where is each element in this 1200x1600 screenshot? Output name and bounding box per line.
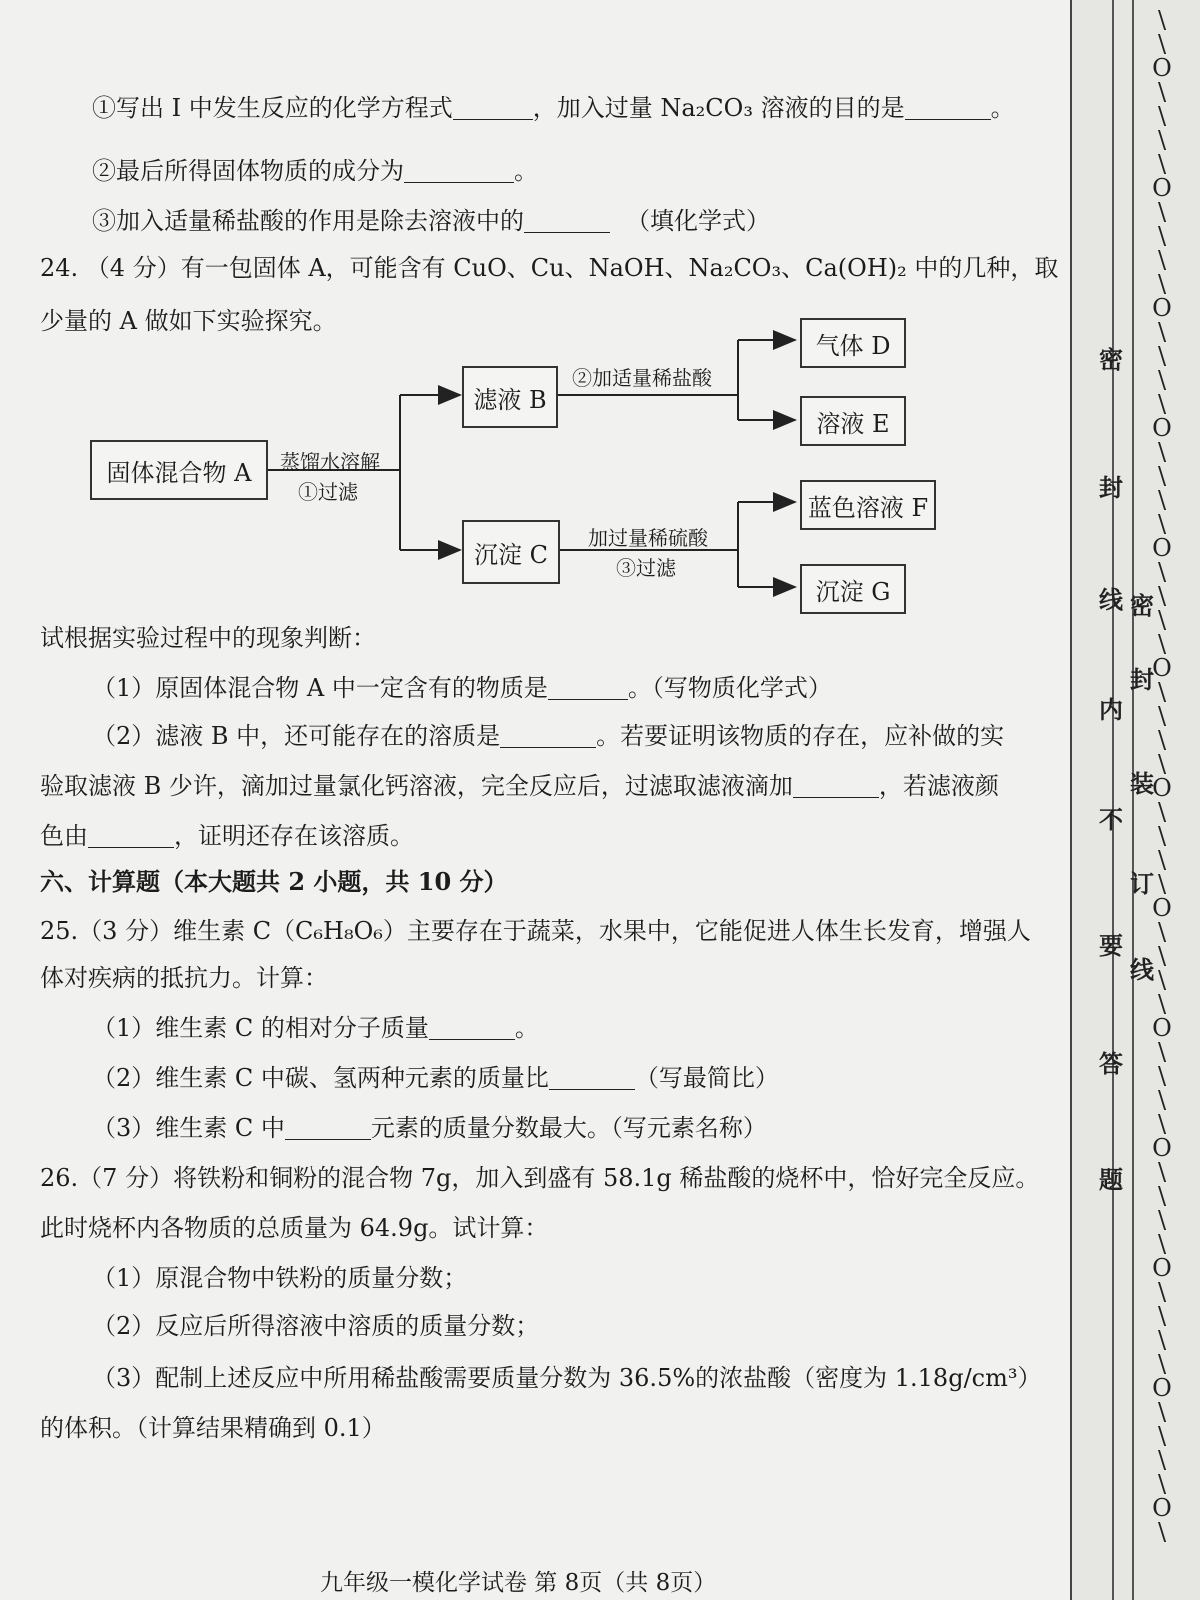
binding-ring-mark: \ [1157,1326,1167,1354]
binding-ring-mark: O [1152,1494,1172,1522]
binding-ring-mark: \ [1157,1302,1167,1330]
box-gas-d: 气体 D [800,318,906,368]
binding-ring-mark: \ [1157,726,1167,754]
binding-ring-mark: \ [1157,630,1167,658]
binding-ring-mark: \ [1157,558,1167,586]
binding-ring-mark: \ [1157,846,1167,874]
q24-part-1: （1）原固体混合物 A 中一定含有的物质是 。（写物质化学式） [92,674,832,702]
binding-ring-mark: \ [1157,486,1167,514]
binding-ring-mark: \ [1157,366,1167,394]
binding-ring-mark: \ [1157,942,1167,970]
binding-ring-mark: \ [1157,1518,1167,1546]
binding-ring-mark: \ [1157,438,1167,466]
section-6-heading: 六、计算题（本大题共 2 小题，共 10 分） [40,867,508,896]
binding-ring-mark: \ [1157,1470,1167,1498]
q23-line-1: ①写出 I 中发生反应的化学方程式 ，加入过量 Na₂CO₃ 溶液的目的是 。 [92,94,1015,122]
binding-ring-mark: O [1152,54,1172,82]
answer-blank[interactable] [548,675,628,700]
q23-line-2: ②最后所得固体物质的成分为 。 [92,157,538,185]
q24-stem-line-1: 24. （4 分）有一包固体 A，可能含有 CuO、Cu、NaOH、Na₂CO₃、Ca(OH)₂ 中的几种，取 [40,254,1059,282]
margin-word: 答 [1099,1049,1123,1078]
binding-ring-mark: \ [1157,918,1167,946]
q26-part-2: （2）反应后所得溶液中溶质的质量分数； [92,1312,540,1340]
q26-part-4: 的体积。（计算结果精确到 0.1） [40,1414,386,1442]
binding-ring-mark: \ [1157,678,1167,706]
answer-blank[interactable] [404,158,514,183]
answer-blank[interactable] [285,1115,371,1140]
answer-blank[interactable] [549,1065,635,1090]
margin-word: 要 [1099,931,1123,960]
binding-ring-mark: \ [1157,1422,1167,1450]
answer-blank[interactable] [905,95,991,120]
q25-part-1: （1）维生素 C 的相对分子质量 。 [92,1014,539,1042]
binding-ring-mark: \ [1157,750,1167,778]
margin-word: 封 [1099,473,1123,502]
box-solid-mixture-a: 固体混合物 A [90,440,268,500]
binding-ring-mark: \ [1157,1206,1167,1234]
step1-label-bottom: ①过滤 [298,480,358,504]
page-footer: 九年级一模化学试卷 第 8页（共 8页） [320,1570,717,1596]
answer-blank[interactable] [453,95,533,120]
binding-ring-mark: \ [1157,342,1167,370]
binding-ring-mark: O [1152,1374,1172,1402]
binding-ring-mark: O [1152,654,1172,682]
binding-ring-mark: \ [1157,390,1167,418]
binding-ring-mark: O [1152,414,1172,442]
binding-ring-mark: O [1152,534,1172,562]
binding-ring-mark: \ [1157,222,1167,250]
q26-part-3: （3）配制上述反应中所用稀盐酸需要质量分数为 36.5%的浓盐酸（密度为 1.18g/cm³） [92,1364,1042,1392]
answer-blank[interactable] [500,723,596,748]
box-precipitate-c: 沉淀 C [462,520,560,584]
q24-part-2-line-2: 验取滤液 B 少许，滴加过量氯化钙溶液，完全反应后，过滤取滤液滴加 ，若滤液颜 [40,772,999,800]
q24-stem-line-2: 少量的 A 做如下实验探究。 [40,307,337,335]
binding-ring-mark: O [1152,174,1172,202]
answer-blank[interactable] [429,1015,515,1040]
binding-ring-mark: \ [1157,582,1167,610]
box-precipitate-g: 沉淀 G [800,564,906,614]
binding-ring-mark: \ [1157,78,1167,106]
step3-label-top: 加过量稀硫酸 [588,526,708,550]
binding-ring-mark: \ [1157,462,1167,490]
binding-ring-mark: O [1152,1254,1172,1282]
binding-ring-mark: \ [1157,798,1167,826]
margin-word: 不 [1099,805,1123,834]
margin-word: 装 [1130,769,1154,798]
box-filtrate-b: 滤液 B [462,366,558,428]
binding-ring-mark: \ [1157,870,1167,898]
step1-label-top: 蒸馏水溶解 [280,450,380,474]
binding-ring-mark: \ [1157,1086,1167,1114]
binding-ring-mark: \ [1157,966,1167,994]
binding-ring-mark: \ [1157,150,1167,178]
binding-ring-mark: \ [1157,1158,1167,1186]
q25-part-2: （2）维生素 C 中碳、氢两种元素的质量比 （写最简比） [92,1064,779,1092]
binding-ring-mark: \ [1157,102,1167,130]
q24-part-2-line-3: 色由 ，证明还存在该溶质。 [40,822,414,850]
q26-stem-line-2: 此时烧杯内各物质的总质量为 64.9g。试计算： [40,1214,549,1242]
binding-ring-mark: \ [1157,318,1167,346]
binding-ring-mark: \ [1157,30,1167,58]
answer-blank[interactable] [524,208,610,233]
margin-word: 订 [1130,869,1154,898]
margin-rule [1132,0,1134,1600]
margin-word: 内 [1099,695,1123,724]
binding-ring-mark: O [1152,1014,1172,1042]
margin-word: 密 [1099,345,1123,374]
binding-ring-mark: \ [1157,1398,1167,1426]
answer-blank[interactable] [88,823,174,848]
margin-word: 线 [1130,955,1154,984]
box-solution-e: 溶液 E [800,396,906,446]
q26-stem-line-1: 26.（7 分）将铁粉和铜粉的混合物 7g，加入到盛有 58.1g 稀盐酸的烧杯中，恰好完全反应。 [40,1164,1040,1192]
binding-ring-mark: O [1152,1134,1172,1162]
binding-ring-mark: \ [1157,6,1167,34]
q24-intro: 试根据实验过程中的现象判断： [40,624,376,652]
margin-word: 封 [1130,665,1154,694]
step3-label-bottom: ③过滤 [616,556,676,580]
box-blue-solution-f: 蓝色溶液 F [800,480,936,530]
step2-label: ②加适量稀盐酸 [572,366,712,390]
q26-part-1: （1）原混合物中铁粉的质量分数； [92,1264,468,1292]
margin-word: 密 [1130,591,1154,620]
binding-ring-mark: \ [1157,1278,1167,1306]
q23-line-3: ③加入适量稀盐酸的作用是除去溶液中的 （填化学式） [92,207,770,235]
binding-ring-mark: \ [1157,822,1167,850]
binding-ring-mark: \ [1157,126,1167,154]
margin-word: 题 [1099,1165,1123,1194]
q25-stem-line-2: 体对疾病的抵抗力。计算： [40,964,328,992]
binding-ring-mark: \ [1157,198,1167,226]
binding-ring-mark: \ [1157,1182,1167,1210]
binding-ring-mark: O [1152,294,1172,322]
binding-ring-mark: \ [1157,990,1167,1018]
q25-stem-line-1: 25.（3 分）维生素 C（C₆H₈O₆）主要存在于蔬菜，水果中，它能促进人体生长发育，增强人 [40,917,1031,945]
binding-ring-mark: \ [1157,1446,1167,1474]
binding-ring-mark: \ [1157,246,1167,274]
experiment-flow-diagram [0,300,1070,630]
q24-part-2-line-1: （2）滤液 B 中，还可能存在的溶质是 。若要证明该物质的存在，应补做的实 [92,722,1005,750]
binding-ring-mark: \ [1157,1350,1167,1378]
binding-ring-mark: \ [1157,606,1167,634]
binding-ring-mark: O [1152,894,1172,922]
binding-ring-mark: \ [1157,1038,1167,1066]
margin-word: 线 [1099,585,1123,614]
binding-ring-mark: \ [1157,1062,1167,1090]
binding-ring-mark: \ [1157,702,1167,730]
binding-ring-mark: \ [1157,270,1167,298]
binding-ring-mark: O [1152,774,1172,802]
binding-ring-mark: \ [1157,1230,1167,1258]
q25-part-3: （3）维生素 C 中 元素的质量分数最大。（写元素名称） [92,1114,767,1142]
binding-ring-mark: \ [1157,510,1167,538]
answer-blank[interactable] [793,773,879,798]
binding-ring-mark: \ [1157,1110,1167,1138]
